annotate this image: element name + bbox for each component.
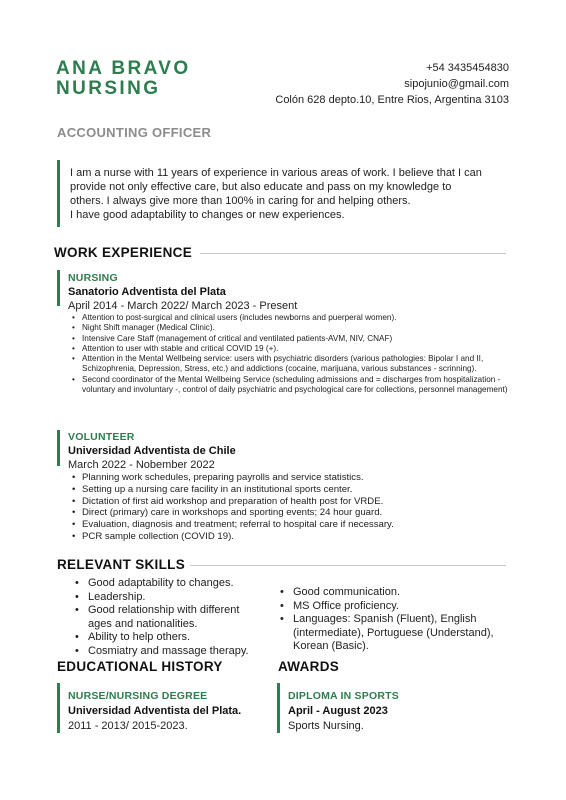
job-dates: March 2022 - Nobember 2022 [68, 459, 215, 471]
award-dates: April - August 2023 [288, 705, 388, 717]
list-item: • Planning work schedules, preparing payrolls and service statistics. [70, 472, 508, 484]
list-item: • Setting up a nursing care facility in an institutional sports center. [70, 484, 508, 496]
list-item: • Direct (primary) care in workshops and sporting events; 24 hour guard. [70, 507, 508, 519]
list-item: • PCR sample collection (COVID 19). [70, 531, 508, 543]
list-item: • Intensive Care Staff (management of critical and ventilated patients-AVM, NIV, CNAF) [70, 334, 508, 344]
postal-address: Colón 628 depto.10, Entre Rios, Argentina 3103 [275, 94, 509, 106]
list-item: • Attention to user with stable and critical COVID 19 (+). [70, 344, 508, 354]
job-dates: April 2014 - March 2022/ March 2023 - Present [68, 300, 298, 312]
list-item: • Dictation of first aid workshop and preparation of health post for VRDE. [70, 496, 508, 508]
skill-item: • Good relationship with different ages and nationalities. [72, 604, 262, 631]
email-address: sipojunio@gmail.com [404, 78, 509, 90]
summary-paragraph [70, 166, 520, 222]
job-entry [68, 431, 508, 543]
job-accent-bar [57, 270, 60, 306]
skills-heading: RELEVANT SKILLS [57, 557, 186, 572]
summary-line: others. I always give more than 100% in caring for and helping others. [70, 195, 411, 207]
skills-rule [190, 565, 506, 566]
school-name: Universidad Adventista del Plata. [68, 705, 242, 717]
work-experience-heading: WORK EXPERIENCE [54, 245, 193, 260]
list-item: • Evaluation, diagnosis and treatment; referral to hospital care if necessary. [70, 519, 508, 531]
list-item: • Attention to post-surgical and clinical users (includes newborns and puerperal women). [70, 313, 508, 323]
phone-number: +54 3435454830 [426, 62, 509, 74]
degree-name: NURSE/NURSING DEGREE [68, 690, 208, 702]
award-entry [288, 690, 488, 732]
skill-item: • Good communication. [277, 586, 502, 600]
job-role: VOLUNTEER [68, 431, 135, 443]
education-accent-bar [57, 683, 60, 733]
award-name: DIPLOMA IN SPORTS [288, 690, 399, 702]
name-line-1: ANA BRAVO [56, 58, 191, 79]
job-role: NURSING [68, 272, 118, 284]
job-duties-list [68, 472, 508, 543]
skills-list-left [72, 577, 262, 659]
skill-item: • Languages: Spanish (Fluent), English (intermediate), Portuguese (Understand), Korean (Basic). [277, 613, 502, 654]
job-duties-list [68, 313, 508, 395]
job-organization: Universidad Adventista de Chile [68, 445, 236, 457]
awards-heading: AWARDS [278, 659, 340, 674]
list-item: • Night Shift manager (Medical Clinic). [70, 323, 508, 333]
summary-accent-bar [57, 160, 60, 227]
job-title: ACCOUNTING OFFICER [57, 125, 212, 140]
job-organization: Sanatorio Adventista del Plata [68, 286, 226, 298]
name-line-2: NURSING [56, 78, 161, 99]
work-experience-rule [200, 253, 506, 254]
list-item: • Second coordinator of the Mental Wellbeing Service (scheduling admissions and = discharges from hospitalization - voluntary and involuntary -, control of daily psychiatric and psychological care for collections, personnel management) [70, 375, 508, 396]
skill-item: • Cosmiatry and massage therapy. [72, 645, 262, 659]
summary-line: I have good adaptability to changes or new experiences. [70, 209, 345, 221]
award-description: Sports Nursing. [288, 720, 364, 732]
job-accent-bar [57, 430, 60, 466]
education-entry [68, 690, 268, 732]
education-heading: EDUCATIONAL HISTORY [57, 659, 223, 674]
skill-item: • MS Office proficiency. [277, 600, 502, 614]
skill-item: • Leadership. [72, 591, 262, 605]
job-entry [68, 272, 508, 395]
summary-line: provide not only effective care, but also educate and pass on my knowledge to [70, 181, 452, 193]
skills-list-right [277, 586, 502, 654]
skill-item: • Ability to help others. [72, 631, 262, 645]
awards-accent-bar [277, 683, 280, 733]
education-dates: 2011 - 2013/ 2015-2023. [68, 720, 188, 732]
skill-item: • Good adaptability to changes. [72, 577, 262, 591]
summary-line: I am a nurse with 11 years of experience in various areas of work. I believe that I can [70, 167, 482, 179]
list-item: • Attention in the Mental Wellbeing service: users with psychiatric disorders (various pathologies: Bipolar I and II, Schizophrenia, Depression, Stress, etc.) and addictions (cocaine, marijuana, various substances - scrinning). [70, 354, 508, 375]
